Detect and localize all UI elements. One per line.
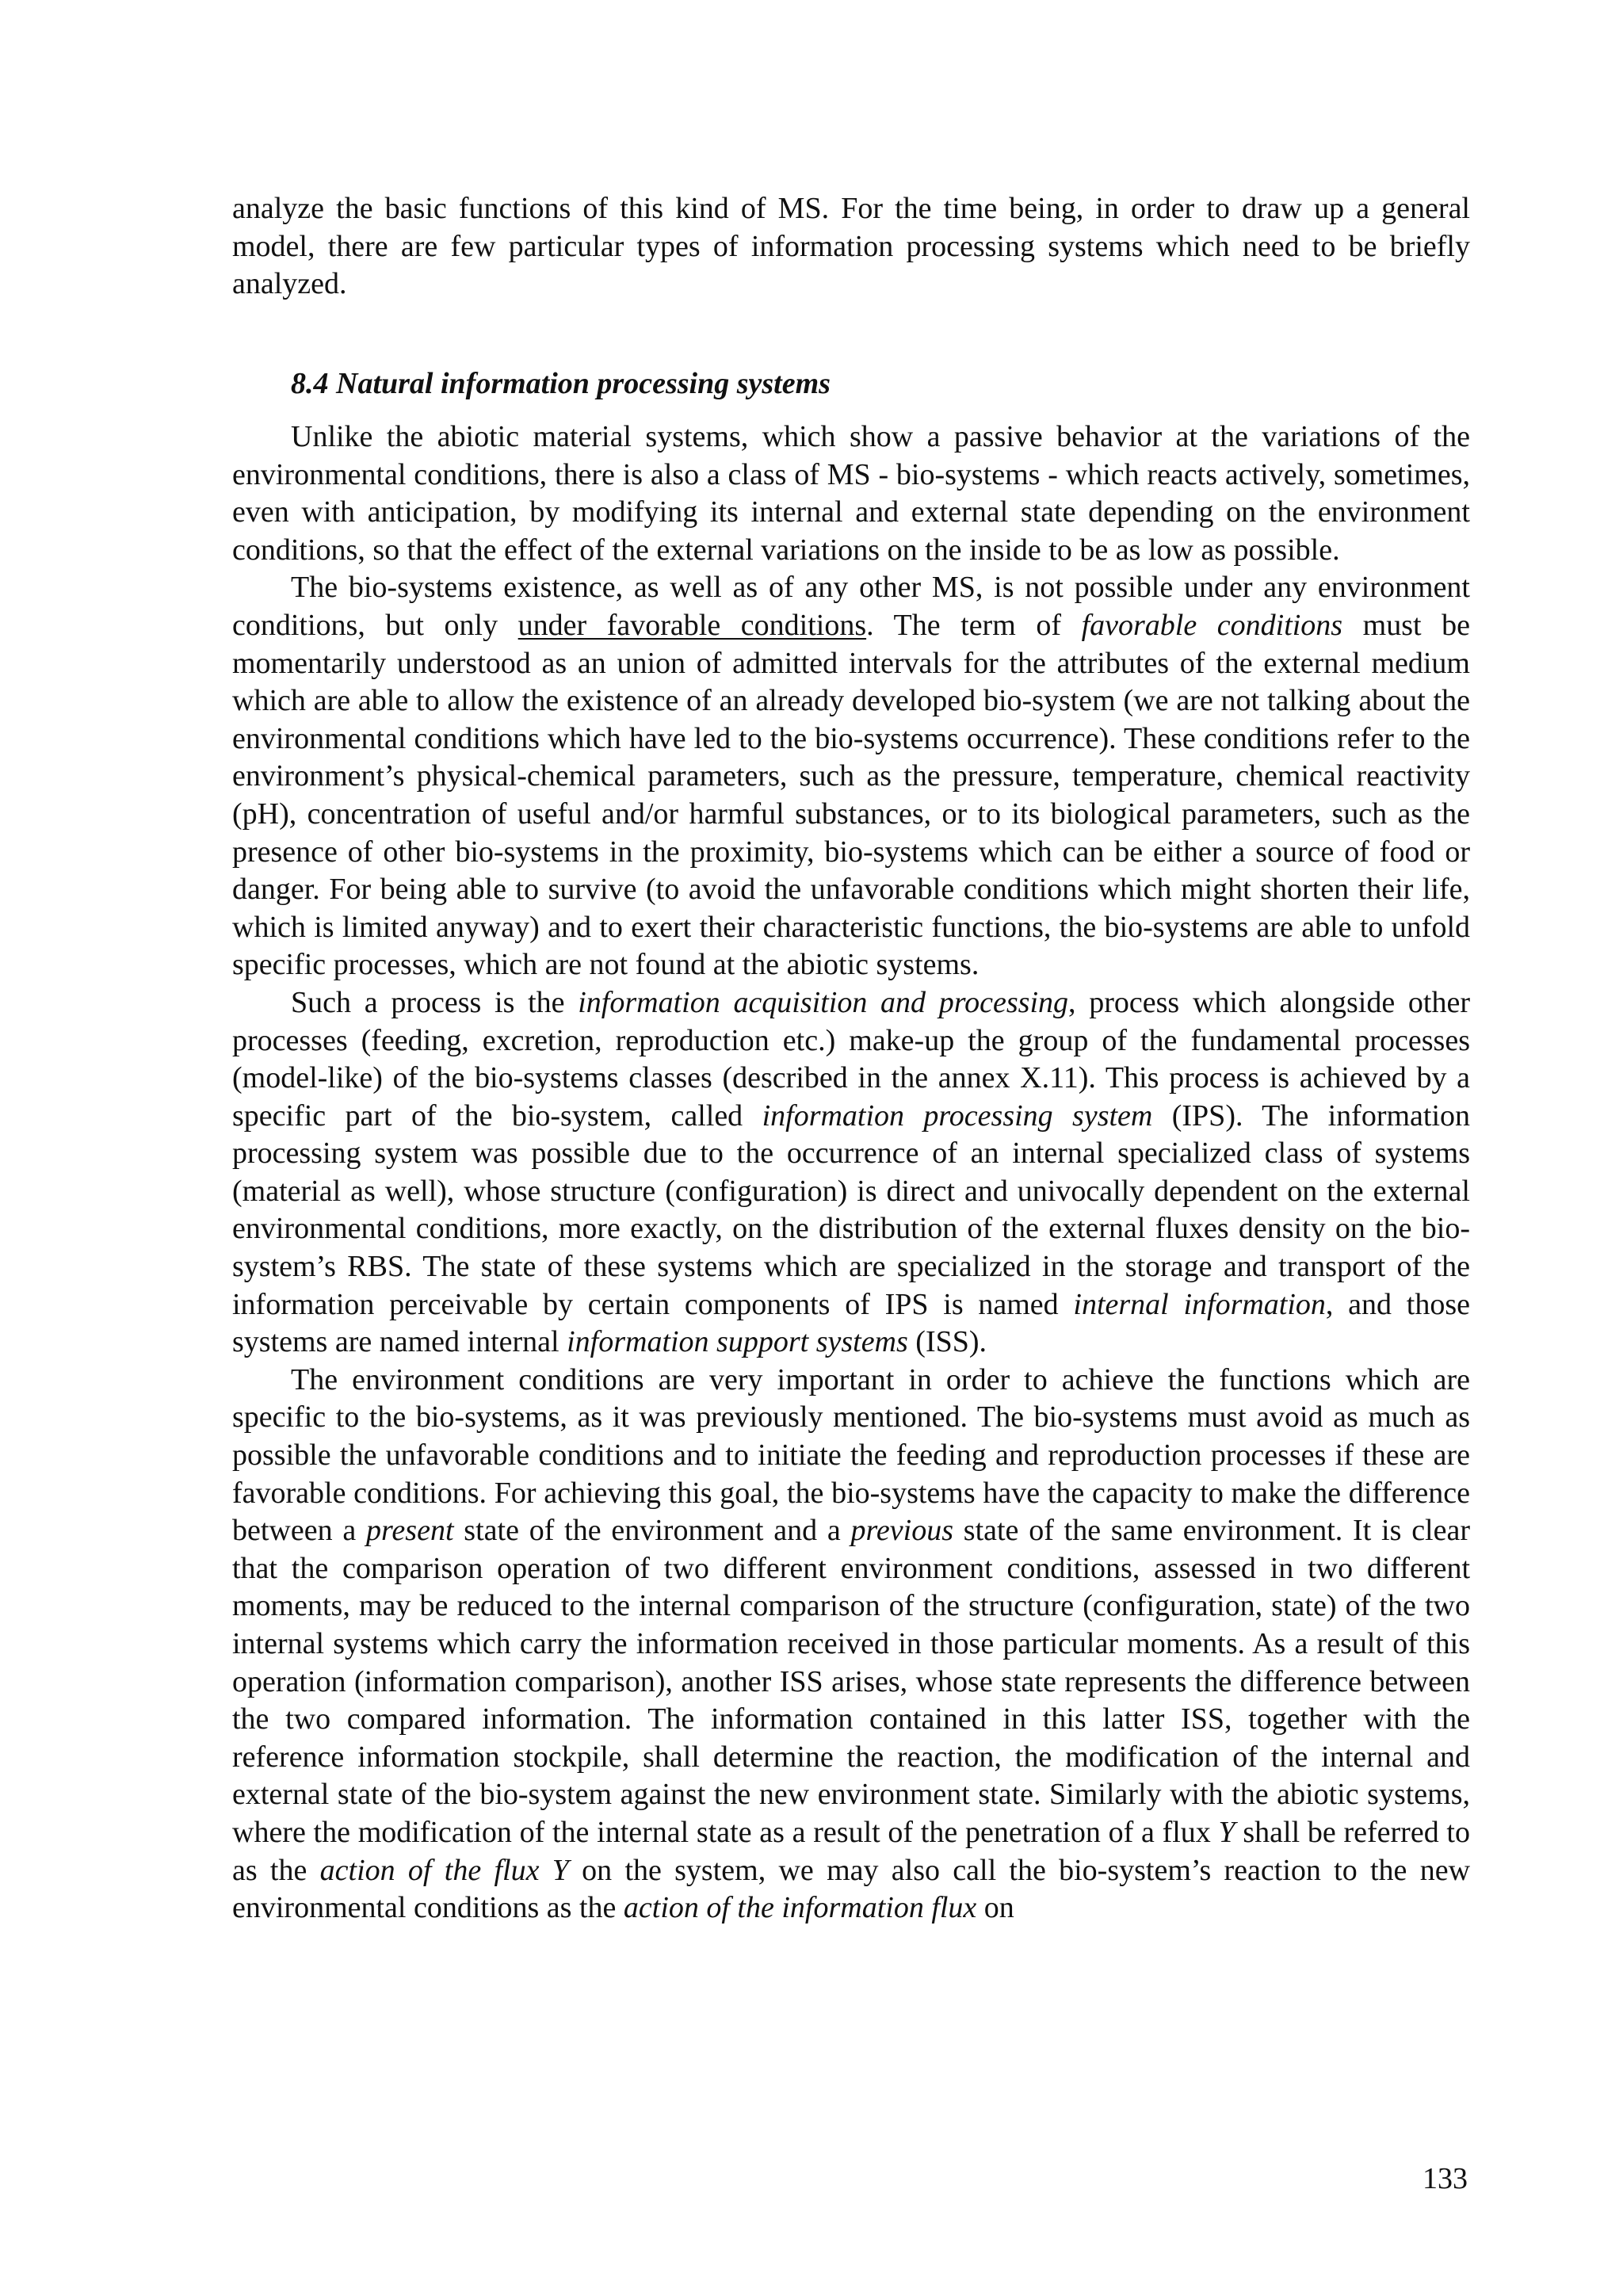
paragraph-4-text-g: shall be referred to as the [232, 1815, 1470, 1887]
section-body [232, 418, 1470, 1927]
paragraph-4-text-e: state of the same environment. It is clear that the comparison operation of two different environment conditions, assessed in two different moments, may be reduced to the internal comparison of the structure (configuration, state) of the two internal systems which carry the information received in those particular moments. As a result of this operation (information comparison), another ISS arises, whose state represents the difference between the two compared information. The information contained in this latter ISS, together with the reference information stockpile, shall determine the reaction, the modification of the internal and external state of the bio-system against the new environment state. Similarly with the abiotic systems, where the modification of the internal state as a result of the penetration of a flux [232, 1514, 1470, 1849]
intro-text: analyze the basic functions of this kind of MS. For the time being, in order to draw up a general model, there are few particular types of information processing systems which need to be briefly analyzed. [232, 192, 1470, 301]
paragraph-4-text-k: on [976, 1891, 1014, 1925]
paragraph-3 [232, 984, 1470, 1362]
paragraph-3-text-c: , process which alongside other processes (feeding, excretion, reproduction etc.) make-up the group of the fundamental processes (model-like) of the bio-systems classes (described in the annex X.11). This process is achieved by a specific part of the bio-system, called [232, 985, 1470, 1133]
paragraph-4 [232, 1362, 1470, 1927]
italic-term: present [366, 1514, 454, 1548]
paragraph-3-text-i: (ISS). [907, 1325, 987, 1359]
paragraph-1 [232, 418, 1470, 569]
italic-term: information acquisition and processing [578, 985, 1069, 1019]
italic-term: information support systems [567, 1325, 908, 1359]
paragraph-4-text-c: state of the environment and a [453, 1514, 851, 1548]
italic-term: information processing system [762, 1098, 1153, 1133]
paragraph-4-text-a: The environment conditions are very important in order to achieve the functions which are specific to the bio-systems, as it was previously mentioned. The bio-systems must avoid as much as possible the unfavorable conditions and to initiate the feeding and reproduction processes if these are favorable conditions. For achieving this goal, the bio-systems have the capacity to make the difference between a [232, 1362, 1470, 1548]
italic-term: action of the information flux [623, 1891, 977, 1925]
paragraph-2-text-c: . The term of [866, 608, 1082, 642]
paragraph-2 [232, 569, 1470, 984]
italic-term: Y [1218, 1815, 1235, 1849]
italic-term: internal information [1073, 1287, 1326, 1321]
section-heading: 8.4 Natural information processing systems [291, 367, 831, 400]
italic-term: favorable conditions [1081, 608, 1343, 642]
intro-paragraph [232, 190, 1470, 304]
paragraph-3-text-e: (IPS). The information processing system was possible due to the occurrence of an internal specialized class of systems (material as well), whose structure (configuration) is direct and univocally dependent on the external environmental conditions, more exactly, on the distribution of the external fluxes density on the bio-system’s RBS. The state of these systems which are specialized in the storage and transport of the information perceivable by certain components of IPS is named [232, 1098, 1471, 1321]
underlined-phrase: under favorable conditions [517, 608, 867, 642]
paragraph-4-text-i: on the system, we may also call the bio-system’s reaction to the new environmental conditions as the [232, 1853, 1471, 1925]
paragraph-1-text: Unlike the abiotic material systems, which show a passive behavior at the variations of the environmental conditions, there is also a class of MS - bio-systems - which reacts actively, sometimes, even with anticipation, by modifying its internal and external state depending on the environment conditions, so that the effect of the external variations on the inside to be as low as possible. [232, 420, 1470, 567]
paragraph-2-text-e: must be momentarily understood as an union of admitted intervals for the attributes of the external medium which are able to allow the existence of an already developed bio-system (we are not talking about the environmental conditions which have led to the bio-systems occurrence). These conditions refer to the environment’s physical-chemical parameters, such as the pressure, temperature, chemical reactivity (pH), concentration of useful and/or harmful substances, or to its biological parameters, such as the presence of other bio-systems in the proximity, bio-systems which can be either a source of food or danger. For being able to survive (to avoid the unfavorable conditions which might shorten their life, which is limited anyway) and to exert their characteristic functions, the bio-systems are able to unfold specific processes, which are not found at the abiotic systems. [232, 608, 1470, 982]
paragraph-3-text-g: , and those systems are named internal [232, 1287, 1470, 1359]
paragraph-2-text-a: The bio-systems existence, as well as of any other MS, is not possible under any environment conditions, but only [232, 571, 1470, 642]
page-number: 133 [1423, 2162, 1468, 2195]
paragraph-3-text-a: Such a process is the [291, 985, 579, 1019]
italic-term: action of the flux Y [319, 1853, 569, 1887]
italic-term: previous [850, 1514, 953, 1548]
